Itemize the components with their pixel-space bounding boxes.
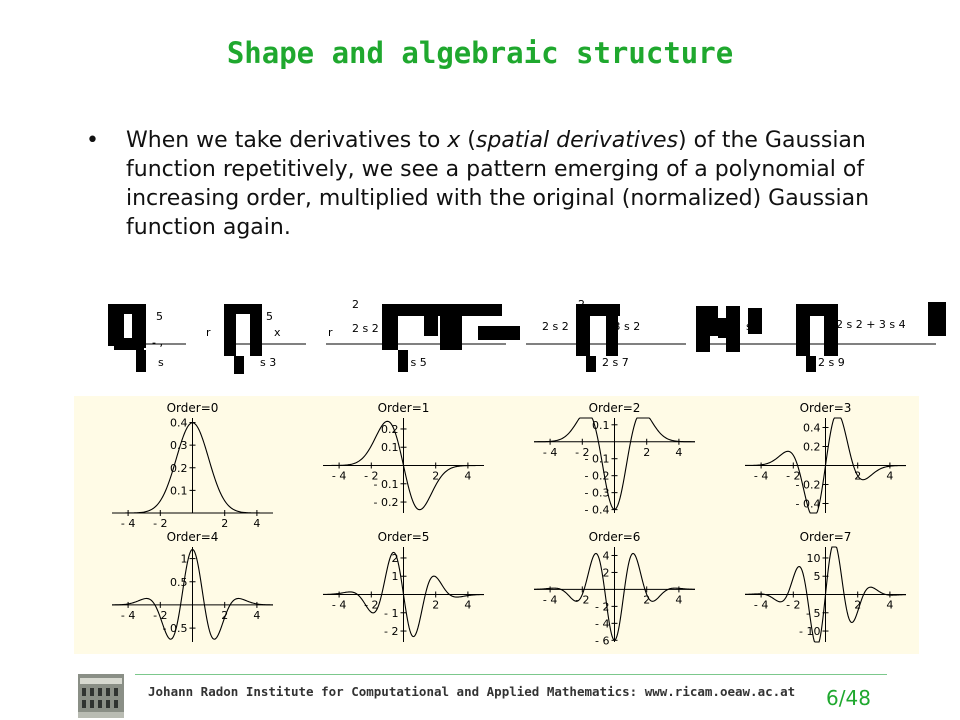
svg-text:2 s 2: 2 s 2 xyxy=(542,320,569,333)
y-tick-label: 0.1 xyxy=(170,484,188,498)
y-tick-label: - 0.1 xyxy=(373,477,399,491)
x-tick-label: - 2 xyxy=(575,445,590,459)
x-tick-label: - 4 xyxy=(542,445,558,459)
derivative-plot-order-6 xyxy=(534,530,695,647)
x-tick-label: 2 xyxy=(854,469,862,483)
formula-strip-image xyxy=(106,296,946,376)
x-tick-label: 4 xyxy=(886,469,894,483)
svg-text:2 s 2 + 3 s 4: 2 s 2 + 3 s 4 xyxy=(836,318,906,331)
svg-text:s: s xyxy=(158,356,164,369)
plot-title: Order=2 xyxy=(588,401,641,415)
y-tick-label: - 1 xyxy=(384,606,399,620)
x-tick-label: 2 xyxy=(432,598,440,612)
y-tick-label: - 0.4 xyxy=(795,497,821,511)
y-tick-label: 1 xyxy=(180,552,188,566)
x-tick-label: - 2 xyxy=(153,517,168,530)
svg-text:x: x xyxy=(274,326,281,339)
y-tick-label: - 10 xyxy=(799,625,821,639)
svg-text:- 3 s 2: - 3 s 2 xyxy=(606,320,641,333)
y-tick-label: 0.5 xyxy=(170,575,188,589)
y-tick-label: 4 xyxy=(602,549,610,563)
plot-title: Order=7 xyxy=(799,530,852,544)
derivative-plot-order-3 xyxy=(745,401,906,513)
y-tick-label: 2 xyxy=(602,566,610,580)
footer-text: Johann Radon Institute for Computational and Applied Mathematics: www.ricam.oeaw.ac.at xyxy=(148,684,796,699)
svg-text:- ,: - , xyxy=(152,336,163,349)
y-tick-label: 0.2 xyxy=(381,422,399,436)
x-tick-label: 2 xyxy=(432,469,440,483)
y-tick-label: 0.4 xyxy=(803,421,821,435)
plot-title: Order=3 xyxy=(799,401,852,415)
plot-panel xyxy=(74,396,919,654)
plot-title: Order=4 xyxy=(166,530,219,544)
x-tick-label: 4 xyxy=(675,593,683,607)
x-tick-label: - 4 xyxy=(120,608,136,622)
x-tick-label: - 2 xyxy=(364,469,379,483)
x-tick-label: 2 xyxy=(643,445,651,459)
y-tick-label: 1 xyxy=(391,570,399,584)
y-tick-label: 0.3 xyxy=(170,439,188,453)
bullet-segment-italic: spatial derivatives xyxy=(475,128,679,153)
svg-text:r: r xyxy=(206,326,211,339)
x-tick-label: 2 xyxy=(221,608,229,622)
bullet-text xyxy=(126,126,886,242)
derivative-plot-order-5 xyxy=(323,530,484,642)
x-tick-label: - 2 xyxy=(364,598,379,612)
x-tick-label: - 4 xyxy=(542,593,558,607)
y-tick-label: 0.2 xyxy=(170,461,188,475)
svg-text:s 2: s 2 xyxy=(746,320,763,333)
y-tick-label: 5 xyxy=(813,570,821,584)
x-tick-label: - 2 xyxy=(575,593,590,607)
svg-text:2 s 5: 2 s 5 xyxy=(400,356,427,369)
svg-text:2 s 9: 2 s 9 xyxy=(818,356,845,369)
x-tick-label: 4 xyxy=(886,598,894,612)
x-tick-label: - 4 xyxy=(753,469,769,483)
y-tick-label: 10 xyxy=(806,551,821,565)
y-tick-label: 0.1 xyxy=(381,441,399,455)
plot-title: Order=1 xyxy=(377,401,430,415)
x-tick-label: - 4 xyxy=(331,598,347,612)
page-number: 6/48 xyxy=(826,686,871,710)
y-tick-label: - 0.5 xyxy=(162,622,188,636)
x-tick-label: 4 xyxy=(675,445,683,459)
derivative-plot-order-2 xyxy=(534,401,695,517)
svg-text:s 3: s 3 xyxy=(260,356,277,369)
x-tick-label: 2 xyxy=(643,593,651,607)
x-tick-label: 4 xyxy=(253,608,261,622)
y-tick-label: - 0.1 xyxy=(584,452,610,466)
bullet-segment: ) of the Gaussian function repetitively, we see a pattern emerging of a polynomial of increasing order, multiplied with the original (normalized) Gaussian function again. xyxy=(126,128,870,240)
x-tick-label: 4 xyxy=(464,469,472,483)
svg-text:2 s 7: 2 s 7 xyxy=(602,356,629,369)
derivative-plot-order-1 xyxy=(323,401,484,513)
plot-title: Order=6 xyxy=(588,530,641,544)
x-tick-label: - 4 xyxy=(753,598,769,612)
x-tick-label: - 2 xyxy=(153,608,168,622)
x-tick-label: 4 xyxy=(464,598,472,612)
svg-text:2: 2 xyxy=(138,356,145,369)
y-tick-label: - 4 xyxy=(595,617,610,631)
bullet-segment: ( xyxy=(460,128,476,153)
bullet-item xyxy=(86,126,886,242)
institute-logo-image xyxy=(78,674,124,718)
y-tick-label: 0.2 xyxy=(803,440,821,454)
bullet-segment: When we take derivatives to xyxy=(126,128,448,153)
y-tick-label: - 5 xyxy=(806,606,821,620)
svg-text:r: r xyxy=(328,326,333,339)
x-tick-label: 2 xyxy=(221,517,229,530)
x-tick-label: 4 xyxy=(253,517,261,530)
svg-text:5: 5 xyxy=(266,310,273,323)
y-tick-label: - 2 xyxy=(384,625,399,639)
svg-text:2: 2 xyxy=(352,298,359,311)
x-tick-label: - 2 xyxy=(786,598,801,612)
svg-text:2: 2 xyxy=(578,298,585,311)
bullet-segment-italic: x xyxy=(447,128,461,153)
x-tick-label: - 4 xyxy=(331,469,347,483)
y-tick-label: 0.4 xyxy=(170,416,188,430)
y-tick-label: - 2 xyxy=(595,600,610,614)
derivative-plot-order-0 xyxy=(112,401,273,530)
y-tick-label: - 6 xyxy=(595,634,610,648)
derivative-plot-order-4 xyxy=(112,530,273,642)
derivative-plots xyxy=(74,396,919,654)
y-tick-label: - 0.2 xyxy=(584,469,610,483)
derivative-plot-order-7 xyxy=(745,530,906,642)
x-tick-label: - 2 xyxy=(786,469,801,483)
x-tick-label: - 4 xyxy=(120,517,136,530)
y-tick-label: - 0.2 xyxy=(795,478,821,492)
y-tick-label: - 0.2 xyxy=(373,496,399,510)
svg-text:5: 5 xyxy=(156,310,163,323)
footer-divider xyxy=(135,674,887,675)
slide-title: Shape and algebraic structure xyxy=(226,36,734,70)
y-tick-label: - 0.4 xyxy=(584,503,610,517)
svg-text:2 s 2: 2 s 2 xyxy=(352,322,379,335)
plot-title: Order=0 xyxy=(166,401,219,415)
bullet-dot: • xyxy=(86,128,99,153)
y-tick-label: 2 xyxy=(391,551,399,565)
plot-title: Order=5 xyxy=(377,530,430,544)
x-tick-label: 2 xyxy=(854,598,862,612)
y-tick-label: - 0.3 xyxy=(584,486,610,500)
y-tick-label: 0.1 xyxy=(592,418,610,432)
